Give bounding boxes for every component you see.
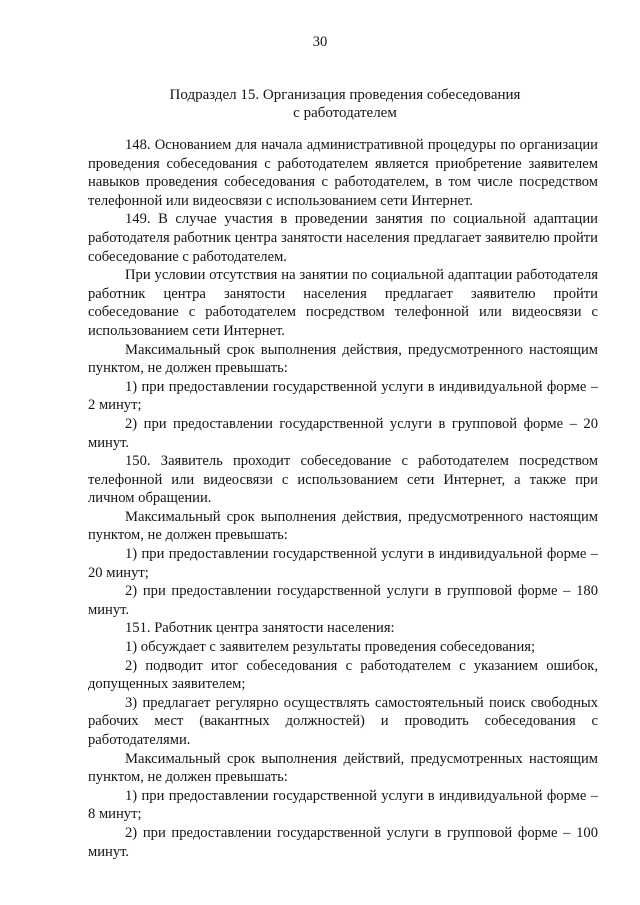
paragraph-149-max-time: Максимальный срок выполнения действия, предусмотренного настоящим пунктом, не должен превышать: (88, 341, 598, 377)
paragraph-149-item-1: 1) при предоставлении государственной услуги в индивидуальной форме – 2 минут; (88, 378, 598, 414)
paragraph-149-condition: При условии отсутствия на занятии по социальной адаптации работодателя работник центра занятости населения предлагает заявителю пройти собеседование с работодателем посредством телефонной или видеосвязи с использованием сети Интернет. (88, 267, 598, 339)
paragraph-151-item-2: 2) подводит итог собеседования с работодателем с указанием ошибок, допущенных заявителем; (88, 657, 598, 693)
paragraph-151: 151. Работник центра занятости населения: (125, 620, 395, 637)
section-heading (110, 86, 580, 122)
paragraph-149: 149. В случае участия в проведении занятия по социальной адаптации работодателя работник центра занятости населения предлагает заявителю пройти собеседование с работодателем. (88, 211, 598, 265)
page-number: 30 (312, 34, 328, 50)
paragraph-150-max-time: Максимальный срок выполнения действия, предусмотренного настоящим пунктом, не должен превышать: (88, 508, 598, 544)
paragraph-151-time-item-1: 1) при предоставлении государственной услуги в индивидуальной форме – 8 минут; (88, 787, 598, 823)
paragraph-151-item-3: 3) предлагает регулярно осуществлять самостоятельный поиск свободных рабочих мест (вакантных должностей) и проводить собеседования с работодателями. (88, 694, 598, 748)
paragraph-150-item-2: 2) при предоставлении государственной услуги в групповой форме – 180 минут. (88, 583, 598, 618)
document-body (88, 136, 598, 861)
paragraph-149-item-2: 2) при предоставлении государственной услуги в групповой форме – 20 минут. (88, 415, 598, 451)
section-heading-line-1: Подраздел 15. Организация проведения собеседования (169, 87, 521, 103)
paragraph-151-time-item-2: 2) при предоставлении государственной услуги в групповой форме – 100 минут. (88, 824, 598, 860)
section-heading-line-2: с работодателем (293, 105, 397, 121)
paragraph-151-item-1: 1) обсуждает с заявителем результаты проведения собеседования; (125, 639, 536, 656)
paragraph-150: 150. Заявитель проходит собеседование с работодателем посредством телефонной или видеосвязи с использованием сети Интернет, а также при личном обращении. (88, 453, 598, 507)
paragraph-148: 148. Основанием для начала административной процедуры по организации проведения собеседования с работодателем является приобретение заявителем навыков проведения собеседования с работодателем, в том числе посредством телефонной или видеосвязи с использованием сети Интернет. (88, 137, 598, 209)
paragraph-150-item-1: 1) при предоставлении государственной услуги в индивидуальной форме – 20 минут; (88, 546, 598, 581)
paragraph-151-max-time: Максимальный срок выполнения действий, предусмотренных настоящим пунктом, не должен превышать: (88, 750, 598, 786)
